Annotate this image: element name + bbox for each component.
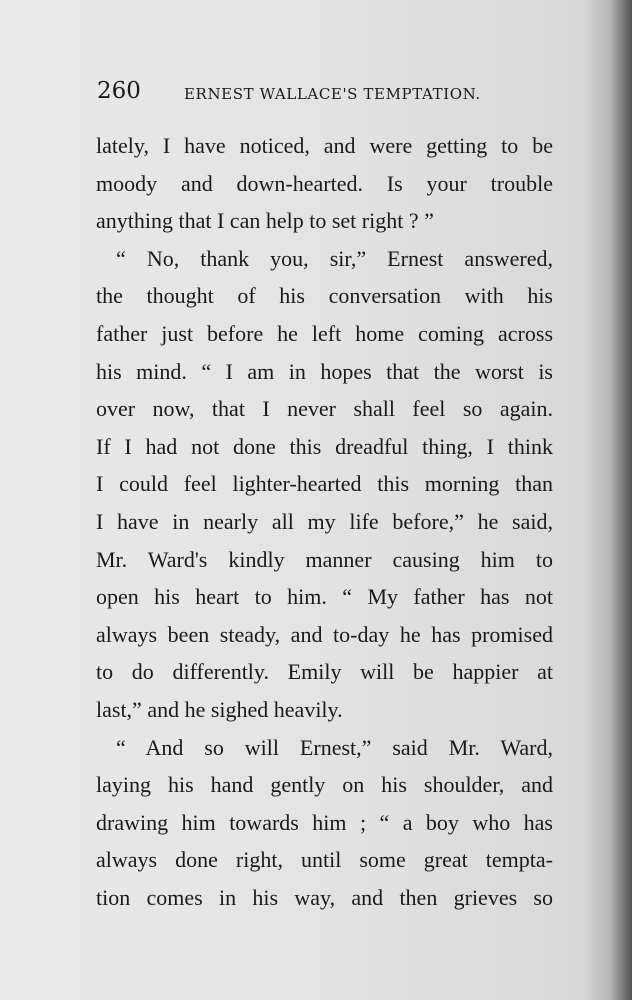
- text-line: his mind. “ I am in hopes that the worst is: [96, 358, 553, 384]
- text-line: to do differently. Emily will be happier at: [96, 659, 553, 685]
- text-line: last,” and he sighed heavily.: [96, 696, 343, 722]
- text-line: always been steady, and to-day he has promised: [96, 621, 553, 647]
- running-title: ERNEST WALLACE'S TEMPTATION.: [184, 85, 481, 103]
- text-line: lately, I have noticed, and were getting to be: [96, 133, 553, 158]
- text-line: anything that I can help to set right ? ”: [96, 208, 434, 234]
- text-line: drawing him towards him ; “ a boy who has: [96, 809, 553, 835]
- text-line: Mr. Ward's kindly manner causing him to: [96, 546, 553, 572]
- text-line: moody and down-hearted. Is your trouble: [96, 170, 553, 196]
- text-line: “ No, thank you, sir,” Ernest answered,: [116, 245, 553, 271]
- text-line: I have in nearly all my life before,” he said,: [96, 508, 553, 534]
- page-number: 260: [97, 78, 141, 104]
- text-line: “ And so will Ernest,” said Mr. Ward,: [116, 734, 553, 760]
- body-text: [96, 127, 553, 916]
- text-line: I could feel lighter-hearted this morning than: [96, 471, 553, 497]
- page-gutter-shadow: [610, 0, 632, 1000]
- text-line: always done right, until some great tempta-: [96, 847, 553, 873]
- text-line: over now, that I never shall feel so again.: [96, 396, 553, 422]
- text-line: tion comes in his way, and then grieves so: [96, 884, 553, 910]
- text-line: the thought of his conversation with his: [96, 283, 553, 309]
- text-line: laying his hand gently on his shoulder, and: [96, 772, 553, 798]
- text-line: father just before he left home coming across: [96, 320, 553, 346]
- text-line: open his heart to him. “ My father has not: [96, 584, 553, 610]
- text-line: If I had not done this dreadful thing, I think: [96, 433, 553, 459]
